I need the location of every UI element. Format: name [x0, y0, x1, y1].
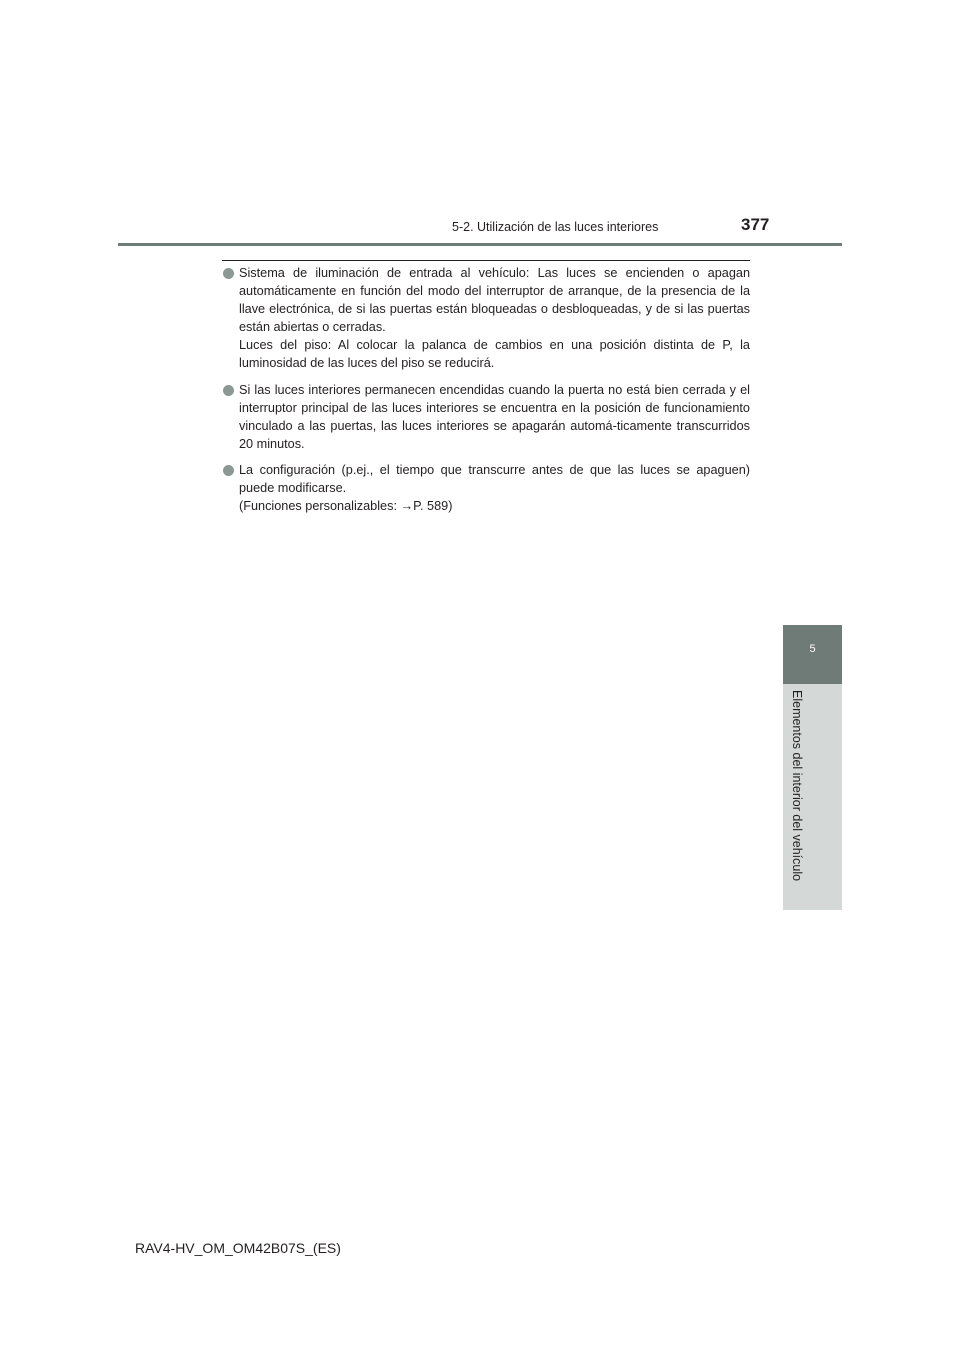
paragraph: Luces del piso: Al colocar la palanca de cambios en una posición distinta de P, la luminosidad de las luces del piso se reducirá. [239, 338, 750, 371]
list-item [222, 461, 750, 515]
bullet-text [239, 461, 750, 515]
chapter-title: Elementos del interior del vehículo [790, 690, 804, 882]
header-divider [118, 243, 842, 246]
paragraph: Si las luces interiores permanecen encendidas cuando la puerta no está bien cerrada y el interruptor principal de las luces interiores se encuentra en la posición de funcionamiento vinculado a las puertas, las luces interiores se apagarán automá-ticamente transcurridos 20 minutos. [239, 382, 750, 451]
paragraph: Sistema de iluminación de entrada al vehículo: Las luces se encienden o apagan automáticamente en función del modo del interruptor de arranque, de la presencia de la llave electrónica, de si las puertas están bloqueadas o desbloqueadas, y de si las puertas están abiertas o cerradas. [239, 266, 750, 335]
section-title: 5-2. Utilización de las luces interiores [452, 220, 659, 234]
page-number: 377 [741, 215, 770, 234]
chapter-tab [783, 625, 842, 684]
bullet-text [239, 381, 750, 453]
content-divider [222, 260, 750, 261]
chapter-number: 5 [809, 643, 816, 655]
bullet-text [239, 264, 750, 373]
list-item [222, 264, 750, 373]
bullet-circle-icon [223, 385, 234, 396]
bullet-circle-icon [223, 465, 234, 476]
document-code: RAV4-HV_OM_OM42B07S_(ES) [135, 1240, 341, 1256]
paragraph: La configuración (p.ej., el tiempo que transcurre antes de que las luces se apaguen) puede modificarse. [239, 462, 750, 496]
paragraph: (Funciones personalizables: →P. 589) [239, 499, 453, 514]
content-body [222, 264, 750, 523]
bullet-circle-icon [223, 268, 234, 279]
list-item [222, 381, 750, 453]
